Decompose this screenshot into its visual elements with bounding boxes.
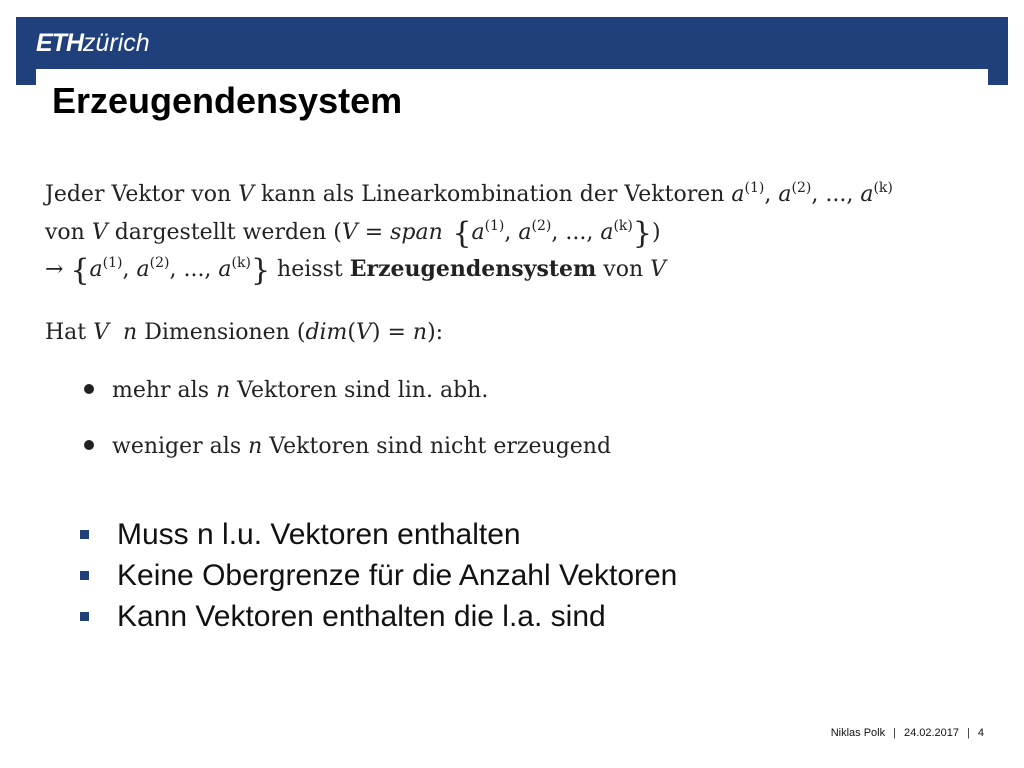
logo-zurich-text: zürich	[83, 29, 150, 57]
math-bullet-2	[84, 434, 611, 459]
math-text: weniger als	[112, 434, 249, 459]
math-text: heisst	[270, 257, 350, 282]
math-fn: dim	[305, 320, 348, 345]
math-span: span	[390, 220, 443, 245]
page-title: Erzeugendensystem	[52, 80, 403, 121]
math-brace-open: {	[442, 216, 472, 251]
math-var: V	[93, 320, 110, 345]
math-text: Vektoren sind lin. abh.	[230, 378, 489, 403]
math-line-4	[45, 320, 443, 345]
bullet-dot-icon	[84, 384, 94, 394]
math-text: von	[45, 220, 92, 245]
math-var: a	[860, 182, 874, 207]
list-item-text: Muss n l.u. Vektoren enthalten	[117, 517, 521, 551]
math-sup: (1)	[102, 255, 123, 271]
math-text: von	[596, 257, 651, 282]
math-line-2	[45, 216, 661, 251]
math-var: V	[356, 320, 372, 345]
math-text: Dimensionen (	[137, 320, 306, 345]
math-var: n	[248, 434, 263, 459]
math-brace-close: }	[250, 253, 271, 288]
math-sup: (1)	[744, 180, 765, 196]
math-var: a	[731, 182, 745, 207]
math-var: a	[600, 220, 614, 245]
math-ellipsis: , ...,	[811, 182, 861, 207]
math-paren: )	[651, 220, 661, 245]
footer-page-number: 4	[977, 727, 984, 739]
list-item	[80, 596, 677, 637]
list-item	[80, 555, 677, 596]
math-space	[109, 320, 123, 345]
eth-logo	[36, 26, 150, 60]
math-ellipsis: , ...,	[169, 257, 219, 282]
math-comma: ,	[504, 220, 519, 245]
math-text: Jeder Vektor von	[45, 182, 239, 207]
square-bullet-icon	[80, 571, 89, 580]
math-var: a	[518, 220, 532, 245]
footer-separator: |	[967, 727, 970, 739]
math-text: kann als Linearkombination der Vektoren	[254, 182, 732, 207]
math-sup: (2)	[531, 218, 552, 234]
math-var: V	[238, 182, 254, 207]
math-text: =	[357, 220, 391, 245]
math-var: V	[91, 220, 108, 245]
math-text: dargestellt werden (	[107, 220, 342, 245]
square-bullet-icon	[80, 530, 89, 539]
math-sup: (k)	[613, 218, 633, 234]
math-sup: (2)	[149, 255, 170, 271]
math-var: a	[89, 257, 103, 282]
footer	[831, 727, 984, 739]
math-var: n	[216, 378, 231, 403]
math-paren: ):	[427, 320, 444, 345]
math-arrow: →	[45, 257, 71, 282]
math-brace-open: {	[70, 253, 90, 288]
math-text: mehr als	[112, 378, 216, 403]
math-var: V	[650, 257, 667, 282]
list-item	[80, 514, 677, 555]
math-brace-close: }	[632, 216, 652, 251]
math-var: a	[136, 257, 150, 282]
math-ellipsis: , ...,	[551, 220, 601, 245]
math-bullet-1	[84, 378, 488, 403]
math-line-1	[45, 182, 893, 207]
math-sup: (2)	[791, 180, 812, 196]
math-sup: (k)	[231, 255, 251, 271]
math-bold-term: Erzeugendensystem	[349, 256, 597, 282]
math-comma: ,	[122, 257, 137, 282]
list-item-text: Keine Obergrenze für die Anzahl Vektoren	[117, 558, 678, 592]
math-comma: ,	[764, 182, 779, 207]
square-bullet-icon	[80, 612, 89, 621]
math-text: ) =	[371, 320, 413, 345]
math-sup: (k)	[873, 180, 893, 196]
logo-eth-text: ETH	[36, 29, 83, 57]
footer-separator: |	[893, 727, 896, 739]
math-var: n	[123, 320, 138, 345]
footer-author: Niklas Polk	[830, 727, 886, 739]
math-line-3	[45, 253, 666, 288]
bullet-dot-icon	[84, 440, 94, 450]
math-text: Vektoren sind nicht erzeugend	[262, 434, 612, 459]
math-paren: (	[347, 320, 357, 345]
list-item-text: Kann Vektoren enthalten die l.a. sind	[117, 599, 606, 633]
math-var: V	[341, 220, 358, 245]
math-var: n	[412, 320, 428, 345]
footer-date: 24.02.2017	[903, 727, 960, 739]
math-sup: (1)	[484, 218, 505, 234]
math-var: a	[778, 182, 792, 207]
math-var: a	[471, 220, 485, 245]
summary-bullet-list	[80, 514, 677, 637]
math-var: a	[218, 257, 232, 282]
math-text: Hat	[45, 320, 94, 345]
